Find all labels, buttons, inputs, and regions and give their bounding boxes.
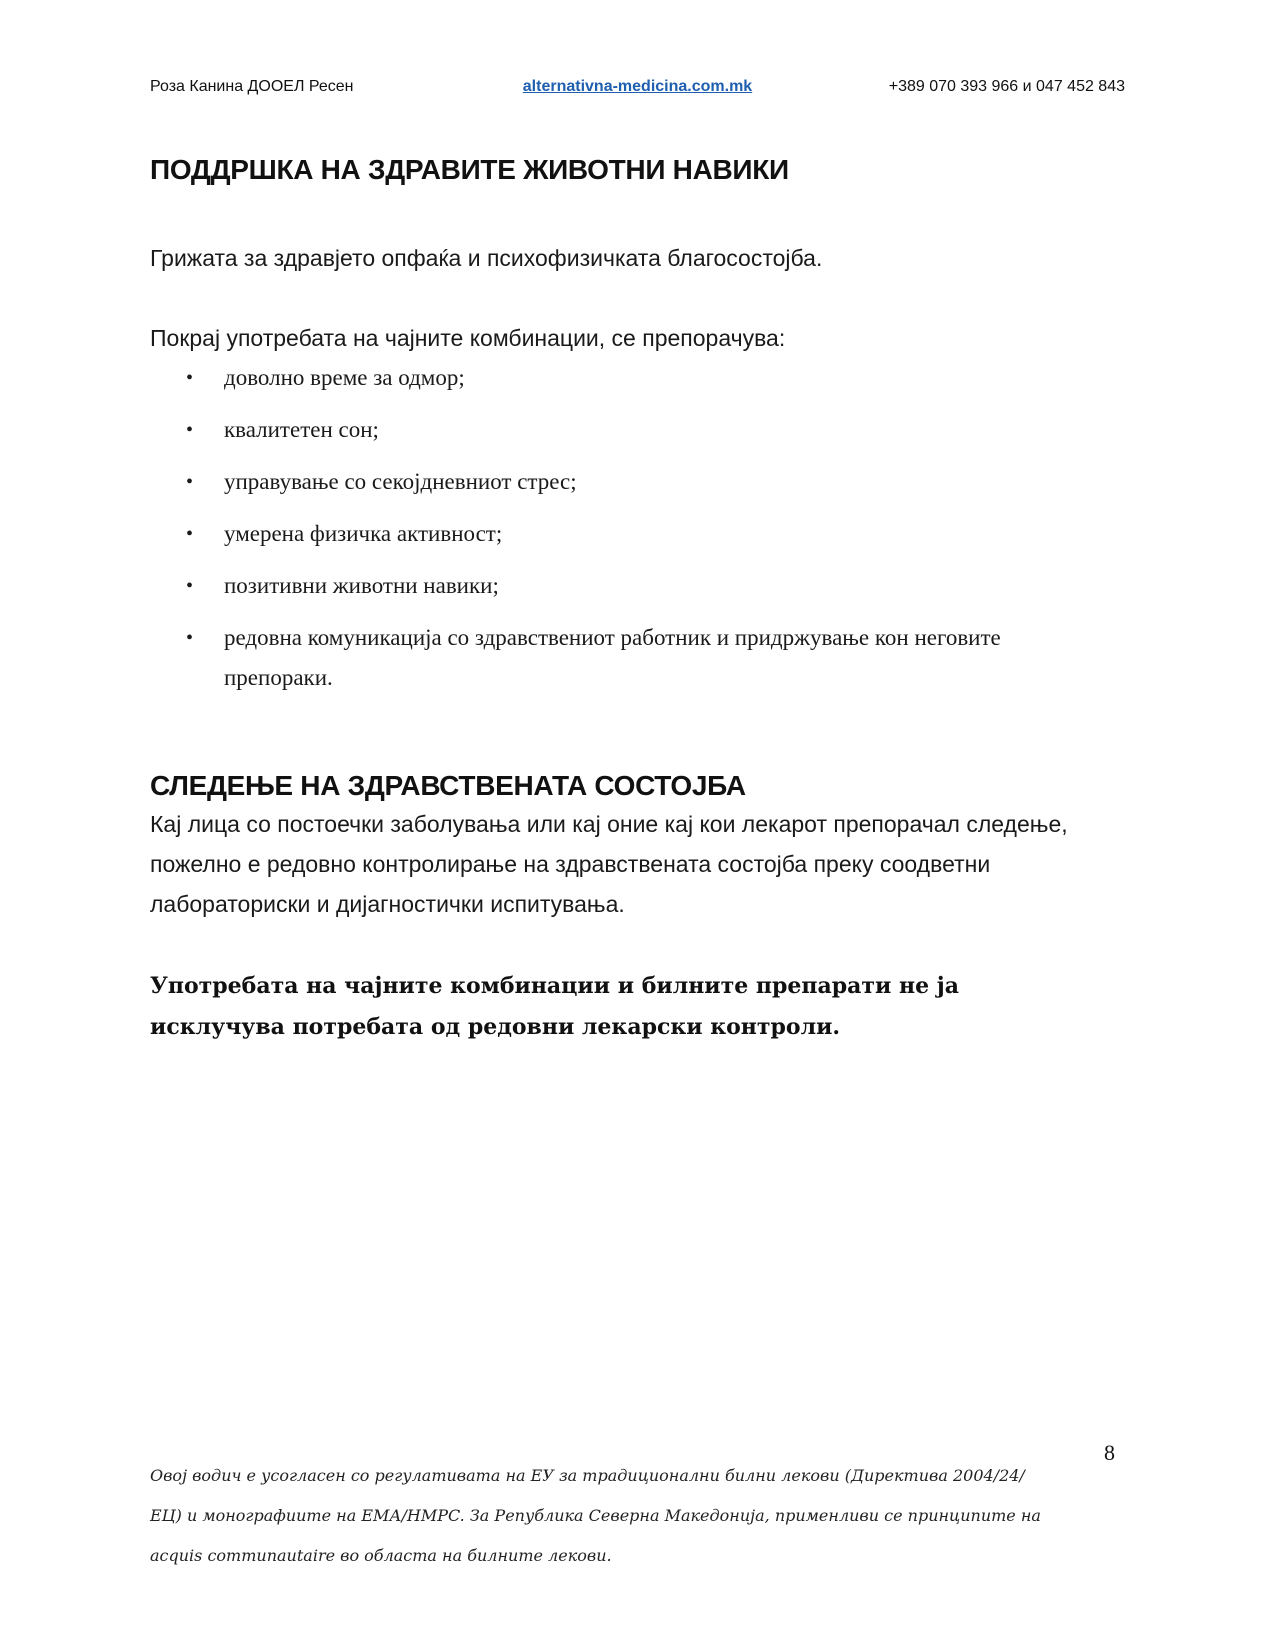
- page-header: [150, 75, 1125, 99]
- recommendation-list: [150, 358, 1080, 710]
- company-name: Роза Канина ДООЕЛ Ресен: [150, 78, 354, 95]
- list-item-text: доволно време за одмор;: [224, 365, 465, 390]
- list-item: [150, 462, 1080, 502]
- bullet-icon: •: [186, 627, 194, 649]
- phone-numbers: +389 070 393 966 и 047 452 843: [888, 78, 1125, 95]
- list-item: [150, 358, 1080, 398]
- monitoring-paragraph: Кај лица со постоечки заболувања или кај оние кај кои лекарот препорачал следење, пожелно е редовно контролирање на здравствената состојба преку соодветни лабораториски и дијагностички испитувања.: [150, 811, 1068, 917]
- recommendation-intro: Покрај употребата на чајните комбинации, се препорачува:: [150, 325, 786, 351]
- list-item-text: квалитетен сон;: [224, 417, 379, 442]
- intro-paragraph: Грижата за здравјето опфаќа и психофизичката благосостојба.: [150, 245, 823, 271]
- list-item-text: позитивни животни навики;: [224, 573, 499, 598]
- bullet-icon: •: [186, 419, 194, 441]
- section-title-healthy-habits: ПОДДРШКА НА ЗДРАВИТЕ ЖИВОТНИ НАВИКИ: [150, 154, 789, 185]
- bullet-icon: •: [186, 523, 194, 545]
- bullet-icon: •: [186, 471, 194, 493]
- list-item: [150, 514, 1080, 554]
- bullet-icon: •: [186, 575, 194, 597]
- list-item: [150, 410, 1080, 450]
- list-item-text: управување со секојдневниот стрес;: [224, 469, 577, 494]
- list-item-text: редовна комуникација со здравствениот работник и придржување кон неговите препораки.: [224, 625, 1001, 690]
- website-link[interactable]: alternativna-medicina.com.mk: [522, 78, 753, 95]
- list-item: [150, 618, 1080, 698]
- bullet-icon: •: [186, 367, 194, 389]
- footer-regulatory-note: Овој водич е усогласен со регулативата на ЕУ за традиционални билни лекови (Директива 2004/24/ЕЦ) и монографиите на ЕМА/HMPC. За Република Северна Македонија, применливи се принципите на acquis communautaire во областа на билните лекови.: [150, 1466, 1041, 1565]
- bold-disclaimer: Употребата на чајните комбинации и билните препарати не ја исклучува потребата од редовни лекарски контроли.: [150, 973, 959, 1040]
- list-item: [150, 566, 1080, 606]
- page-number: 8: [1104, 1440, 1115, 1465]
- section-title-health-monitoring: СЛЕДЕЊЕ НА ЗДРАВСТВЕНАТА СОСТОЈБА: [150, 770, 746, 801]
- list-item-text: умерена физичка активност;: [224, 521, 503, 546]
